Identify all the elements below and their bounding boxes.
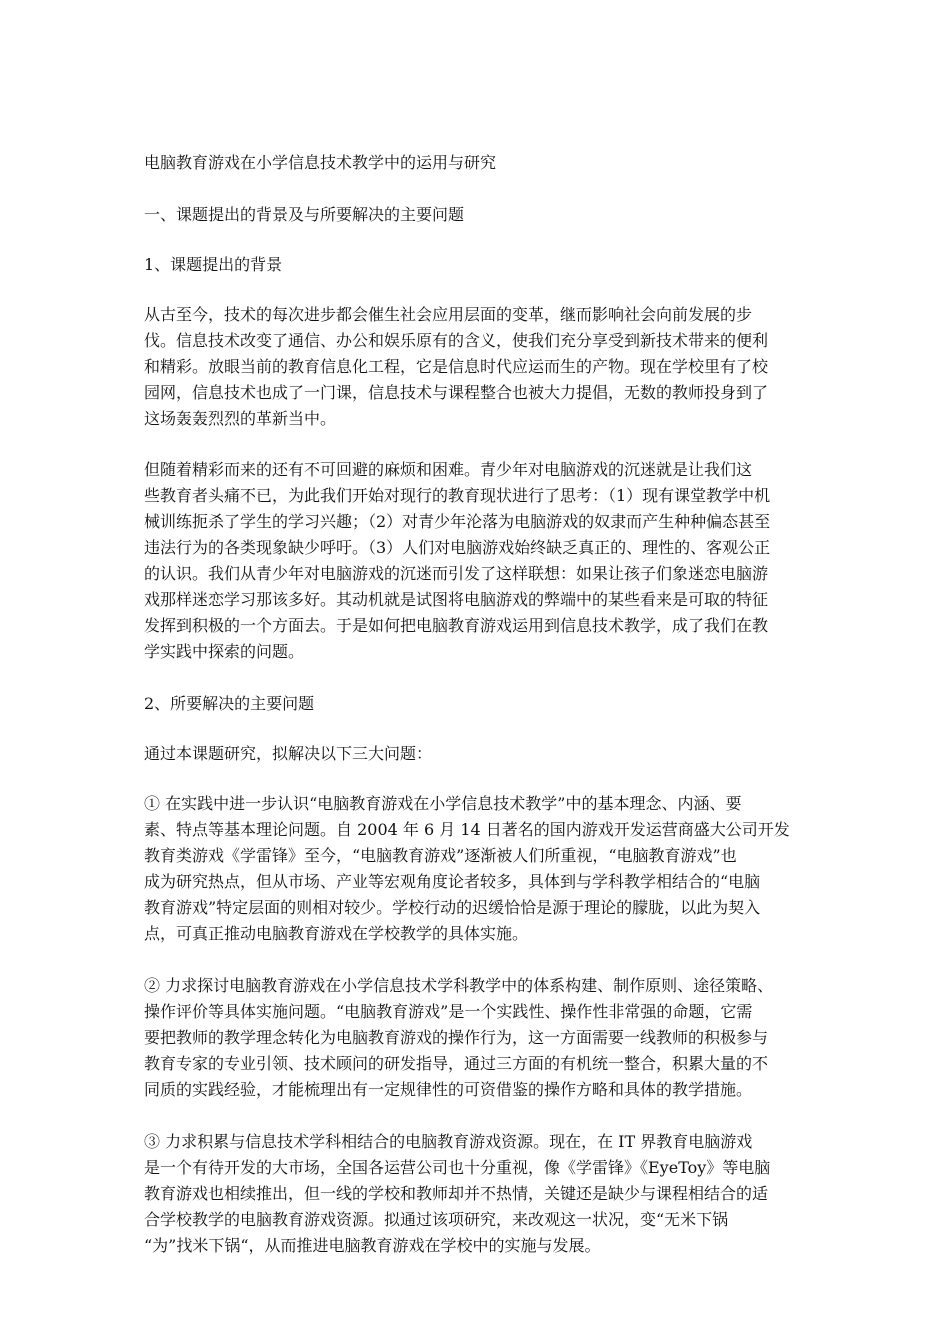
paragraph-line: 合学校教学的电脑教育游戏资源。拟通过该项研究，来改观这一状况，变“无米下锅 [144,1210,729,1229]
paragraph-line: 械训练扼杀了学生的学习兴趣；（2）对青少年沦落为电脑游戏的奴隶而产生种种偏态甚至 [144,512,771,531]
paragraph-background-1 [144,302,812,432]
subheading-background: 1、课题提出的背景 [144,255,283,274]
paragraph-line: 发挥到积极的一个方面去。于是如何把电脑教育游戏运用到信息技术教学，成了我们在教 [144,616,769,635]
subheading-problems: 2、所要解决的主要问题 [144,694,315,713]
paragraph-line: 成为研究热点，但从市场、产业等宏观角度论者较多，具体到与学科教学相结合的“电脑 [144,872,761,891]
document-title: 电脑教育游戏在小学信息技术教学中的运用与研究 [144,153,497,172]
paragraph-line: 从古至今，技术的每次进步都会催生社会应用层面的变革，继而影响社会向前发展的步 [144,305,753,324]
paragraph-line: 的认识。我们从青少年对电脑游戏的沉迷而引发了这样联想：如果让孩子们象迷恋电脑游 [144,564,769,583]
document-body [144,150,812,1259]
paragraph-line: 是一个有待开发的大市场，全国各运营公司也十分重视，像《学雷锋》《EyeToy》等电脑 [144,1158,771,1177]
paragraph-line: 同质的实践经验，才能梳理出有一定规律性的可资借鉴的操作方略和具体的教学措施。 [144,1080,753,1099]
paragraph-line: ② 力求探讨电脑教育游戏在小学信息技术学科教学中的体系构建、制作原则、途径策略、 [144,976,774,995]
problem-item-1 [144,791,812,947]
problem-item-2 [144,973,812,1103]
paragraph-line: 这场轰轰烈烈的革新当中。 [144,409,337,428]
paragraph-line: 违法行为的各类现象缺少呼吁。（3）人们对电脑游戏始终缺乏真正的、理性的、客观公正 [144,538,771,557]
paragraph-line: 素、特点等基本理论问题。自 2004 年 6 月 14 日著名的国内游戏开发运营商盛大公司开发 [144,820,790,839]
paragraph-line: 要把教师的教学理念转化为电脑教育游戏的操作行为，这一方面需要一线教师的积极参与 [144,1028,769,1047]
paragraph-line: 教育游戏”特定层面的则相对较少。学校行动的迟缓恰恰是源于理论的朦胧，以此为契入 [144,898,761,917]
paragraph-line: 但随着精彩而来的还有不可回避的麻烦和困难。青少年对电脑游戏的沉迷就是让我们这 [144,460,753,479]
paragraph-line: 教育游戏也相续推出，但一线的学校和教师却并不热情，关键还是缺少与课程相结合的适 [144,1184,769,1203]
paragraph-line: 戏那样迷恋学习那该多好。其动机就是试图将电脑游戏的弊端中的某些看来是可取的特征 [144,590,769,609]
paragraph-line: 园网，信息技术也成了一门课，信息技术与课程整合也被大力提倡，无数的教师投身到了 [144,383,769,402]
paragraph-line: 点，可真正推动电脑教育游戏在学校教学的具体实施。 [144,924,529,943]
paragraph-line: 操作评价等具体实施问题。“电脑教育游戏”是一个实践性、操作性非常强的命题，它需 [144,1002,753,1021]
paragraph-line: ③ 力求积累与信息技术学科相结合的电脑教育游戏资源。现在，在 IT 界教育电脑游戏 [144,1132,753,1151]
paragraph-line: 和精彩。放眼当前的教育信息化工程，它是信息时代应运而生的产物。现在学校里有了校 [144,357,769,376]
paragraph-line: 教育专家的专业引领、技术顾问的研发指导，通过三方面的有机统一整合，积累大量的不 [144,1054,769,1073]
problem-item-3 [144,1129,812,1259]
paragraph-line: 学实践中探索的问题。 [144,642,305,661]
paragraph-line: 些教育者头痛不已，为此我们开始对现行的教育现状进行了思考：（1）现有课堂教学中机 [144,486,771,505]
paragraph-line: ① 在实践中进一步认识“电脑教育游戏在小学信息技术教学”中的基本理念、内涵、要 [144,794,742,813]
paragraph-line: 教育类游戏《学雷锋》至今，“电脑教育游戏”逐渐被人们所重视，“电脑教育游戏”也 [144,846,737,865]
paragraph-line: “为”找米下锅“，从而推进电脑教育游戏在学校中的实施与发展。 [144,1236,601,1255]
section-heading: 一、课题提出的背景及与所要解决的主要问题 [144,205,465,224]
intro-line: 通过本课题研究，拟解决以下三大问题： [144,744,433,763]
paragraph-line: 伐。信息技术改变了通信、办公和娱乐原有的含义，使我们充分享受到新技术带来的便利 [144,331,769,350]
paragraph-background-2 [144,457,812,665]
